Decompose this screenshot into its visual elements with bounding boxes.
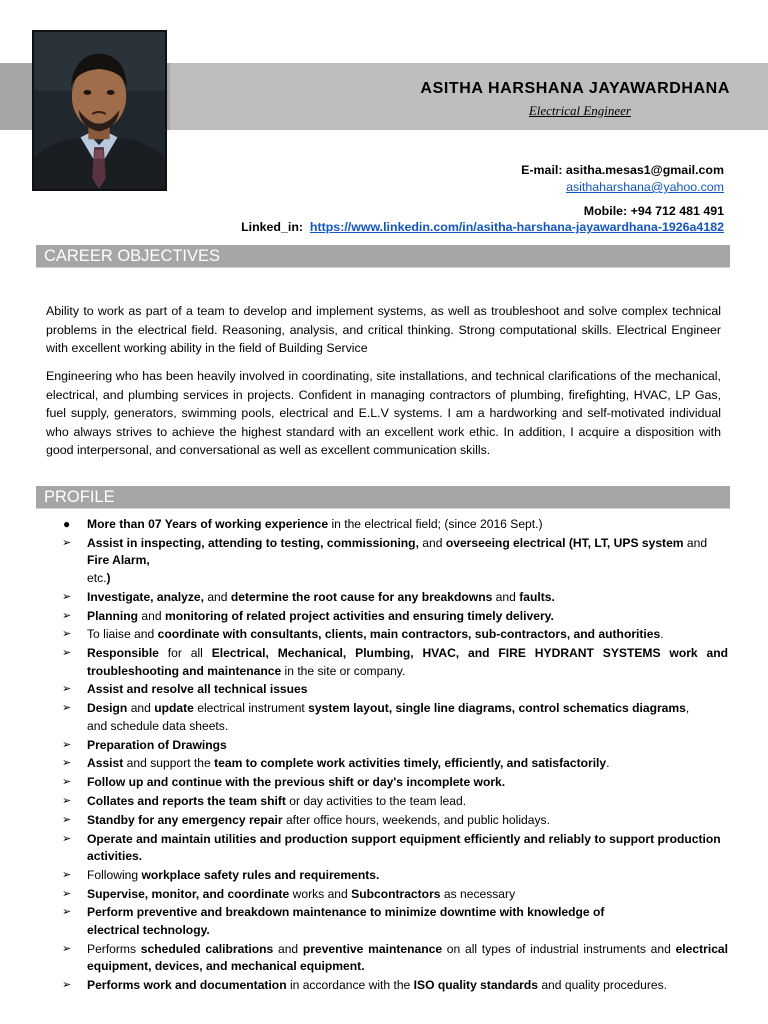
profile-item-text: Supervise, monitor, and coordinate <box>87 886 290 901</box>
profile-item-text: determine the root cause for any breakdowns <box>230 589 493 604</box>
profile-item-text: Assist <box>87 756 124 771</box>
email-secondary-link[interactable]: asithaharshana@yahoo.com <box>566 180 724 194</box>
contact-mobile-row <box>584 204 724 218</box>
profile-item-text: Responsible <box>87 646 159 661</box>
profile-item-text: in the site or company. <box>281 663 406 678</box>
arrow-bullet-icon: ➢ <box>62 832 72 845</box>
arrow-bullet-icon: ➢ <box>62 979 72 992</box>
arrow-bullet-icon: ➢ <box>62 683 72 696</box>
profile-item-text: etc. <box>87 570 107 585</box>
email-label: E-mail: <box>521 163 563 177</box>
profile-item-text: overseeing electrical (HT, LT, UPS system <box>445 535 684 550</box>
arrow-bullet-icon: ➢ <box>62 813 72 826</box>
arrow-bullet-icon: ➢ <box>62 628 72 641</box>
profile-item <box>58 886 728 904</box>
candidate-name: ASITHA HARSHANA JAYAWARDHANA <box>420 80 730 97</box>
profile-item-text: Collates and reports the team shift <box>87 793 286 808</box>
career-paragraph-2: Engineering who has been heavily involved in coordinating, site installations, and technical clarifications of the mechanical, electrical, and plumbing services in projects. Confident in managing contractors of plumbing, firefighting, HVAC, LP Gas, fuel supply, generators, swimming pools, electrical and E.L.V systems. I am a hardworking and self-motivated individual who always strives to achieve the highest standard with an excellent work ethic. In addition, I acquire a disposition with good interpersonal, and conversational as well as excellent communication skills. <box>46 369 721 458</box>
profile-item-text: electrical instrument <box>193 701 309 716</box>
arrow-bullet-icon: ➢ <box>62 590 72 603</box>
profile-item-text: and support the <box>123 756 215 771</box>
arrow-bullet-icon: ➢ <box>62 702 72 715</box>
arrow-bullet-icon: ➢ <box>62 776 72 789</box>
profile-item <box>58 904 728 939</box>
profile-item-text: and quality procedures. <box>537 978 668 993</box>
profile-item-text: and <box>127 701 155 716</box>
profile-item-text: Standby for any emergency repair <box>87 812 283 827</box>
profile-item <box>58 831 728 866</box>
profile-photo <box>32 30 167 191</box>
profile-item <box>58 626 728 644</box>
profile-item-text: Investigate, analyze, <box>87 589 204 604</box>
profile-item-text: as necessary <box>440 886 516 901</box>
profile-item-text: and <box>273 941 303 956</box>
profile-item-text: update <box>154 701 194 716</box>
profile-item-text: Preparation of Drawings <box>87 737 227 752</box>
profile-item-text: system layout, single line diagrams, control schematics diagrams <box>308 701 686 716</box>
profile-item-text: for all <box>158 646 212 661</box>
career-objectives-header <box>36 245 730 268</box>
profile-item-text: Design <box>87 701 128 716</box>
arrow-bullet-icon: ➢ <box>62 868 72 881</box>
profile-item-text: Follow up and continue with the previous shift or day's incomplete work. <box>87 775 506 790</box>
profile-item <box>58 793 728 811</box>
profile-item-text: and schedule data sheets. <box>87 718 229 733</box>
profile-item-text: after office hours, weekends, and public holidays. <box>282 812 550 827</box>
profile-item <box>58 755 728 773</box>
profile-item-text: More than 07 Years of working experience <box>87 517 329 531</box>
profile-item <box>58 812 728 830</box>
arrow-bullet-icon: ➢ <box>62 906 72 919</box>
bullet-dot-icon: ● <box>63 517 71 531</box>
profile-item <box>58 774 728 792</box>
profile-item <box>58 941 728 976</box>
profile-title: PROFILE <box>44 488 115 506</box>
profile-item <box>58 645 728 680</box>
contact-linkedin-row <box>241 220 724 234</box>
profile-list <box>58 516 728 996</box>
candidate-job-title: Electrical Engineer <box>528 103 631 118</box>
arrow-bullet-icon: ➢ <box>62 609 72 622</box>
profile-item <box>58 589 728 607</box>
profile-item-text: electrical technology. <box>87 923 210 938</box>
profile-item-text: monitoring of related project activities and ensuring timely delivery. <box>164 608 554 623</box>
arrow-bullet-icon: ➢ <box>62 536 72 549</box>
profile-item <box>58 608 728 626</box>
profile-item-text: and <box>683 535 708 550</box>
contact-email-row <box>521 163 724 177</box>
contact-email-secondary-row <box>566 180 724 194</box>
profile-item-text: ISO quality standards <box>413 978 538 993</box>
profile-item-text: faults. <box>519 589 555 604</box>
profile-item-text: , <box>685 701 690 716</box>
profile-item-text: . <box>606 756 610 771</box>
profile-item-text: To liaise and <box>87 627 158 642</box>
profile-header <box>36 486 730 509</box>
profile-item-text: and <box>138 608 165 623</box>
profile-item-text: in accordance with the <box>286 978 414 993</box>
profile-item <box>58 737 728 755</box>
profile-item-text: Following <box>87 867 142 882</box>
profile-item-text: ) <box>106 570 111 585</box>
arrow-bullet-icon: ➢ <box>62 757 72 770</box>
profile-item <box>58 700 728 735</box>
profile-item <box>58 977 728 995</box>
profile-item-text: and <box>203 589 231 604</box>
linkedin-label: Linked_in: <box>241 220 304 234</box>
profile-item-text: electrical equipment, devices, and mechanical equipment. <box>87 941 729 974</box>
profile-item <box>58 681 728 699</box>
profile-item-text: Performs <box>87 941 141 956</box>
profile-item-text: Perform preventive and breakdown maintenance to minimize downtime with knowledge of <box>87 905 605 920</box>
profile-item-text: . <box>660 627 664 642</box>
arrow-bullet-icon: ➢ <box>62 887 72 900</box>
profile-item-text: Subcontractors <box>351 886 441 901</box>
profile-item <box>58 516 728 534</box>
profile-item-text: Assist and resolve all technical issues <box>87 682 308 697</box>
profile-item-text: Performs work and documentation <box>87 978 287 993</box>
profile-item-text: Planning <box>87 608 139 623</box>
profile-item-text: works and <box>289 886 352 901</box>
email-primary: asitha.mesas1@gmail.com <box>565 163 724 177</box>
profile-item-text: Electrical, Mechanical, Plumbing, HVAC, and FIRE HYDRANT SYSTEMS work and troubleshooting and maintenance <box>87 646 728 678</box>
profile-item-text: team to complete work activities timely, efficiently, and satisfactorily <box>214 756 607 771</box>
linkedin-link[interactable]: https://www.linkedin.com/in/asitha-harshana-jayawardhana-1926a4182 <box>309 220 724 234</box>
profile-item-text: workplace safety rules and requirements. <box>141 867 380 882</box>
profile-item-text: Operate and maintain utilities and production support equipment efficiently and reliably to support production activities. <box>87 831 721 864</box>
profile-item-text: and <box>418 535 446 550</box>
profile-item-text: in the electrical field; (since 2016 Sept.) <box>328 517 543 531</box>
mobile-label: Mobile: <box>583 204 628 218</box>
profile-photo-image <box>34 32 165 189</box>
arrow-bullet-icon: ➢ <box>62 738 72 751</box>
profile-item <box>58 535 728 588</box>
profile-item-text: and <box>492 589 520 604</box>
profile-item <box>58 867 728 885</box>
mobile-number: +94 712 481 491 <box>630 204 724 218</box>
profile-item-text: scheduled calibrations <box>140 941 274 956</box>
career-paragraph-1: Ability to work as part of a team to develop and implement systems, as well as troubleshoot and solve complex technical problems in the electrical field. Reasoning, analysis, and critical thinking. Strong computational skills. Electrical Engineer with excellent working ability in the field of Building Service <box>46 304 721 356</box>
profile-item-text: preventive maintenance <box>302 941 443 956</box>
profile-item-text: Assist in inspecting, attending to testing, commissioning, <box>87 535 419 550</box>
profile-item-text: on all types of industrial instruments and <box>442 941 676 956</box>
arrow-bullet-icon: ➢ <box>62 942 72 955</box>
career-objectives-title: CAREER OBJECTIVES <box>44 247 221 265</box>
profile-item-text: or day activities to the team lead. <box>285 793 467 808</box>
profile-item-text: Fire Alarm, <box>87 553 150 568</box>
arrow-bullet-icon: ➢ <box>62 647 72 660</box>
arrow-bullet-icon: ➢ <box>62 794 72 807</box>
profile-item-text: coordinate with consultants, clients, main contractors, sub-contractors, and authorities <box>157 627 661 642</box>
